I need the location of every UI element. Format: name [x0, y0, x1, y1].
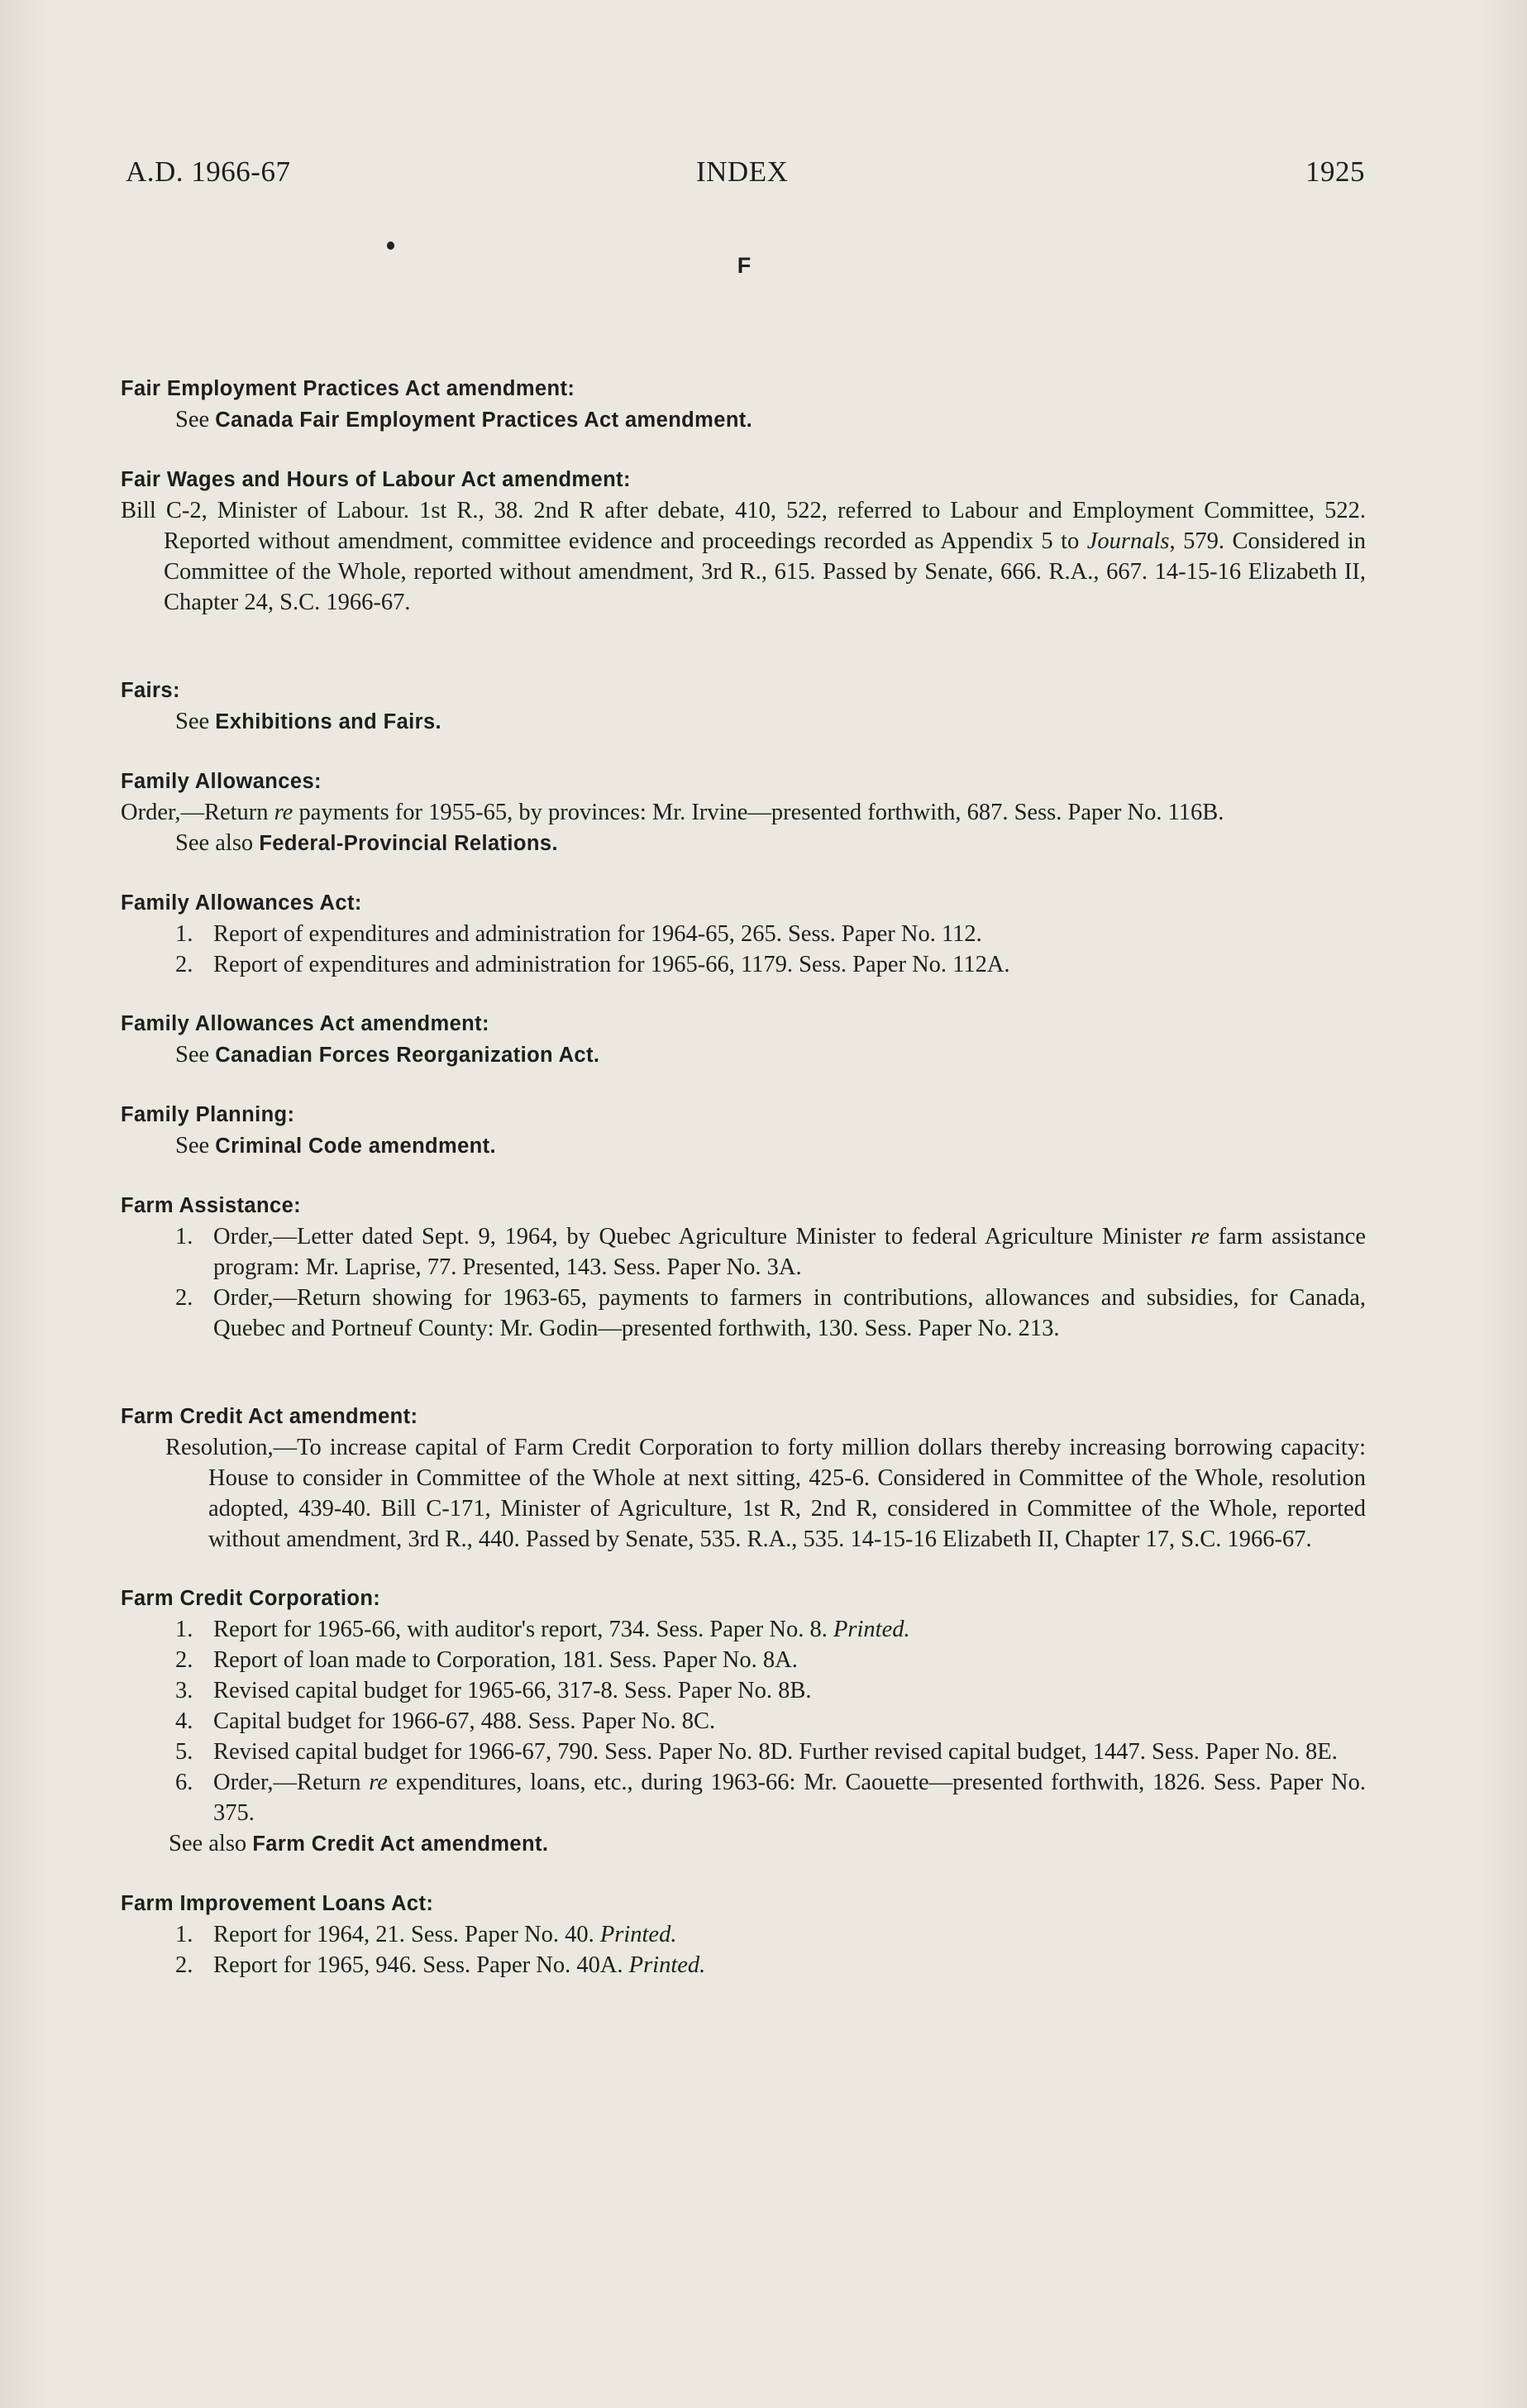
item-text: Revised capital budget for 1966-67, 790. Sess. Paper No. 8D. Further revised capital budget, 1447. Sess. Paper No. 8E.	[213, 1739, 1338, 1765]
list-item	[175, 1645, 1366, 1675]
item-text: Order,—Return showing for 1963-65, payments to farmers in contributions, allowances and subsidies, for Canada, Quebec and Portneuf County: Mr. Godin—presented forthwith, 130. Sess. Paper No. 213.	[213, 1285, 1366, 1341]
list-item	[175, 919, 1366, 949]
entry-items	[121, 1221, 1366, 1344]
entry-heading: Farm Assistance:	[121, 1194, 302, 1217]
index-content	[121, 374, 1366, 2009]
see-prefix: See	[175, 407, 216, 432]
list-item	[175, 949, 1366, 980]
list-item	[175, 1767, 1366, 1828]
see-prefix: See	[175, 1133, 216, 1159]
item-text: Order,—Return	[213, 1770, 370, 1795]
item-text: farm assistance program: Mr. Laprise, 77. Presented, 143. Sess. Paper No. 3A.	[213, 1224, 1366, 1280]
entry-text-part: Bill C-2, Minister of Labour. 1st R., 38. 2nd R after debate, 410, 522, referred to Labour and Employment Committee, 522. Reported without amendment, committee evidence and proceedings recorded as Appendix 5 to	[121, 498, 1366, 554]
page-number: 1925	[1305, 155, 1365, 188]
see-reference	[121, 1828, 1366, 1860]
see-reference	[121, 706, 1366, 738]
page-header	[126, 155, 1365, 192]
index-entry	[121, 676, 1366, 738]
cross-reference: Criminal Code amendment.	[215, 1135, 497, 1158]
item-text: Capital budget for 1966-67, 488. Sess. Paper No. 8C.	[213, 1708, 716, 1734]
item-text: Report for 1964, 21. Sess. Paper No. 40.	[213, 1922, 600, 1947]
item-number: 5.	[175, 1739, 193, 1765]
list-item	[175, 1283, 1366, 1344]
item-number: 1.	[175, 1922, 193, 1947]
item-number: 1.	[175, 1617, 193, 1642]
item-text: Report of expenditures and administration for 1965-66, 1179. Sess. Paper No. 112A.	[213, 952, 1010, 977]
item-text: Report of loan made to Corporation, 181. Sess. Paper No. 8A.	[213, 1647, 798, 1673]
cross-reference: Exhibitions and Fairs.	[215, 710, 442, 733]
list-item	[175, 1221, 1366, 1283]
entry-heading: Family Allowances:	[121, 770, 322, 793]
entry-items	[121, 1919, 1366, 1980]
section-letter: F	[737, 253, 752, 278]
entry-text	[121, 495, 1366, 618]
entry-text	[121, 797, 1366, 828]
index-entry	[121, 1009, 1366, 1071]
entry-text	[121, 1432, 1366, 1555]
cross-reference: Canada Fair Employment Practices Act amendment.	[215, 408, 753, 432]
see-prefix: See	[175, 709, 216, 734]
see-reference	[121, 828, 1366, 859]
list-item	[175, 1919, 1366, 1950]
list-item	[175, 1950, 1366, 1980]
item-text: Report for 1965, 946. Sess. Paper No. 40A.	[213, 1952, 629, 1978]
entry-items	[121, 919, 1366, 980]
item-text-italic: re	[1191, 1224, 1210, 1249]
index-entry	[121, 767, 1366, 859]
list-item	[175, 1675, 1366, 1706]
header-title: INDEX	[696, 155, 789, 188]
header-session: A.D. 1966-67	[126, 155, 291, 188]
entry-heading: Farm Credit Corporation:	[121, 1587, 381, 1610]
entry-text-italic: Journals	[1086, 528, 1170, 554]
list-item	[175, 1706, 1366, 1737]
entry-heading: Family Allowances Act amendment:	[121, 1012, 489, 1035]
cross-reference: Canadian Forces Reorganization Act.	[215, 1044, 600, 1067]
see-reference	[121, 1130, 1366, 1162]
item-number: 4.	[175, 1708, 193, 1734]
index-entry	[121, 1100, 1366, 1162]
item-text: Report for 1965-66, with auditor's report, 734. Sess. Paper No. 8.	[213, 1617, 833, 1642]
see-prefix: See also	[175, 830, 260, 856]
entry-text-part: , 579. Considered in Committee of the Whole, reported without amendment, 3rd R., 615. Passed by Senate, 666. R.A., 667. 14-15-16 Elizabeth II, Chapter 24, S.C. 1966-67.	[164, 528, 1366, 615]
item-text: expenditures, loans, etc., during 1963-66: Mr. Caouette—presented forthwith, 1826. Sess. Paper No. 375.	[213, 1770, 1366, 1826]
item-text: Revised capital budget for 1965-66, 317-8. Sess. Paper No. 8B.	[213, 1678, 812, 1703]
index-entry	[121, 465, 1366, 618]
item-text-italic: Printed.	[833, 1617, 910, 1642]
item-text-italic: re	[369, 1770, 388, 1795]
entry-heading: Fair Employment Practices Act amendment:	[121, 377, 575, 400]
entry-heading: Farm Credit Act amendment:	[121, 1405, 418, 1428]
item-number: 1.	[175, 1224, 193, 1249]
index-entry	[121, 1889, 1366, 1980]
list-item	[175, 1614, 1366, 1645]
index-entry	[121, 1191, 1366, 1344]
cross-reference: Federal-Provincial Relations.	[259, 832, 558, 855]
entry-text-part: Resolution,—To increase capital of Farm Credit Corporation to forty million dollars thereby increasing borrowing capacity: House to consider in Committee of the Whole at next sitting, 425-6. Considered in Committee of the Whole, resolution adopted, 439-40. Bill C-171, Minister of Agriculture, 1st R, 2nd R, considered in Committee of the Whole, reported without amendment, 3rd R., 440. Passed by Senate, 535. R.A., 535. 14-15-16 Elizabeth II, Chapter 17, S.C. 1966-67.	[165, 1435, 1366, 1552]
see-reference	[121, 404, 1366, 436]
entry-heading: Fairs:	[121, 679, 180, 702]
entry-items	[121, 1614, 1366, 1828]
cross-reference: Farm Credit Act amendment.	[252, 1832, 549, 1856]
item-text-italic: Printed.	[628, 1952, 706, 1978]
see-reference	[121, 1039, 1366, 1071]
item-number: 2.	[175, 1285, 193, 1311]
item-number: 2.	[175, 1647, 193, 1673]
item-number: 1.	[175, 921, 193, 947]
list-item	[175, 1737, 1366, 1767]
entry-heading: Family Allowances Act:	[121, 891, 362, 915]
entry-text-italic: re	[274, 800, 293, 825]
entry-heading: Farm Improvement Loans Act:	[121, 1892, 434, 1915]
entry-text-part: payments for 1955-65, by provinces: Mr. Irvine—presented forthwith, 687. Sess. Paper No. 116B.	[293, 800, 1224, 825]
see-prefix: See	[175, 1042, 216, 1068]
entry-heading: Fair Wages and Hours of Labour Act amendment:	[121, 468, 631, 491]
item-text: Report of expenditures and administration for 1964-65, 265. Sess. Paper No. 112.	[213, 921, 982, 947]
see-prefix: See also	[169, 1831, 253, 1856]
index-entry	[121, 888, 1366, 980]
index-entry	[121, 1402, 1366, 1555]
item-number: 6.	[175, 1770, 193, 1795]
item-text: Order,—Letter dated Sept. 9, 1964, by Quebec Agriculture Minister to federal Agriculture Minister	[213, 1224, 1191, 1249]
entry-heading: Family Planning:	[121, 1103, 295, 1126]
item-number: 2.	[175, 1952, 193, 1978]
entry-text-part: Order,—Return	[121, 800, 274, 825]
item-text-italic: Printed.	[599, 1922, 677, 1947]
item-number: 3.	[175, 1678, 193, 1703]
item-number: 2.	[175, 952, 193, 977]
bullet-dot-mark	[387, 241, 394, 250]
index-entry	[121, 1584, 1366, 1860]
index-entry	[121, 374, 1366, 436]
